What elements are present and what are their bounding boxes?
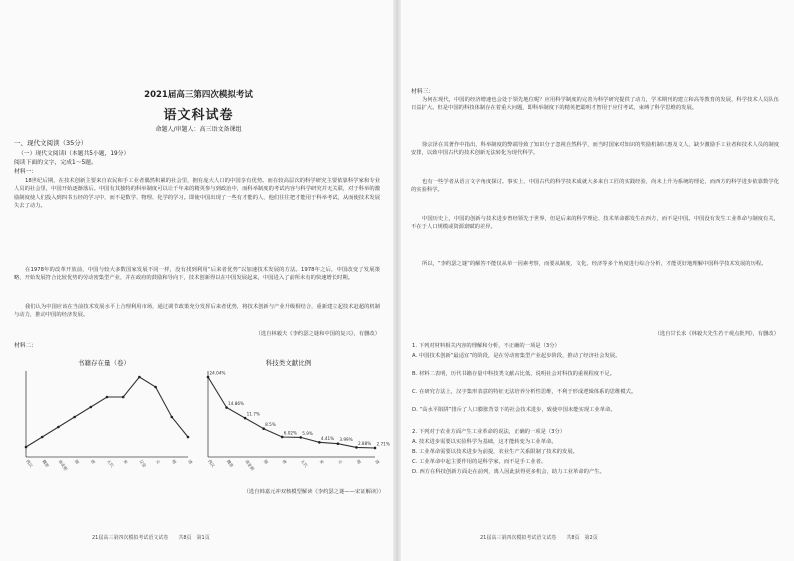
chart-1-data-label: 2.71% [376,441,390,447]
chart-0-tick-label: 隋 [73,458,81,465]
question-2-option-a: A. 技术进步需要以实验科学为基础，这才能转变为工业革命。 [412,439,557,445]
chart-1-point [318,441,321,444]
chart-1-data-label: 6.02% [283,430,298,436]
chart-0-tick-label: 清 [187,458,194,465]
material-1-source: （选自林毅夫《李约瑟之谜和中国的复兴》，有删改） [255,331,380,337]
books-stock-line-chart [14,355,194,483]
chart-1-tick-label: 隋 [262,458,270,465]
question-1-option-a: A. 中国技术创新“最适宜”的阶段，是在劳动密集型产业起步阶段，推动了经济社会发展。 [412,353,621,359]
instruction: 阅读下面的文字，完成1～5题。 [14,160,97,166]
material-2-source: （选自韩嘉元冲双核模型解读《李约瑟之谜——宋证解读》） [243,489,384,495]
material-1-label: 材料一： [14,169,38,175]
chart-1-point [207,376,210,379]
chart-0-point [138,376,141,379]
chart-1-data-label: 8.5% [265,422,276,428]
chart-0-tick-label: 两汉 [25,458,34,469]
chart-0-point [106,396,109,399]
chart-1-data-label: 11.7% [246,411,260,417]
chart-1-point [374,447,377,450]
chart-0-point [171,416,174,419]
chart-1-tick-label: 宋 [318,458,325,465]
chart-1-data-label: 2.88% [357,440,372,446]
material-3-paragraph-3: 也有一些学者从语言文字角度探讨。事实上，中国古代的科学技术成就大多来自工匠的实践经验，尚未上升为系统的理论，而西方的科学进步依靠数学化的实验科学。 [411,179,779,194]
question-2-option-c: C. 工业革命中起主要作用的是科学家，而不是手工业者。 [412,459,547,465]
chart-0-point [73,416,76,419]
material-3-paragraph-2: 徐宗泽在其著作中指出，科举制度的弊端导致了知识分子忽视自然科学，而当时国家对知识的奖励机制只惠及文人，缺少激励手工业者和技术人员的制度安排，以致中国古代的技术创新无法转化为现代科学。 [411,142,779,157]
material-3-label: 材料三： [411,89,435,95]
question-2-option-b: B. 工业革命需要以技术进步为前提，农业生产关系限制了技术的发展。 [412,449,578,455]
chart-1-point [299,436,302,439]
chart-0-point [57,426,60,429]
chart-1-data-label: 14.86% [228,401,245,407]
question-2-stem: 2. 下列对于农业方面产生工业革命的说法，正确的一项是（3分） [412,429,566,435]
chart-0-point [90,406,93,409]
chart-0-series-line [26,377,188,447]
chart-1-data-label: 5.9% [302,430,313,436]
material-3-paragraph-1: 为何在现代，中国的经济增速也会处于领先地位呢？应用科学制度的完善为科学研究提供了动力，学术期刊的建立和高等教育的发展，科学技术人员队伍日益扩大。但是中国的科技体制存在着重大问题，即科举制度下的精英把聪明才智用于应付考试，束缚了科学思维的发展。 [411,97,779,112]
chart-1-tick-label: 清 [374,458,381,465]
page-footer-right: 21届高三第四次模拟考试语文试卷 共8页 第2页 [480,535,598,541]
chart-1-data-label: 24.04% [209,370,226,376]
question-1-option-d: D. “高水平陷阱”排斥了人口膨胀背景下的社会技术进步，致使中国未能实现工业革命。 [412,407,616,413]
exam-title: 2021届高三第四次模拟考试 [144,90,253,100]
question-1-stem: 1. 下列对材料相关内容的理解和分析，不正确的一项是（3分） [412,343,560,349]
section-heading: 一、现代文阅读（35分） [14,139,88,147]
exam-meta: 命题人/审题人：高三语文备课组 [155,126,242,133]
question-1-option-c: C. 在研究方法上，汉字集形表意的特征无法培养分析性思维，不利于形成逻辑体系的思维模式。 [412,389,637,395]
chart-0-tick-label: 辽金 [138,458,148,469]
chart-0-point [187,436,190,439]
chart-0-tick-label: 唐 [89,458,97,465]
chart-1-point [244,417,247,420]
chart-0-tick-label: 魏晋 [41,458,51,469]
chart-1-tick-label: 南北朝 [244,458,256,472]
tech-literature-ratio-line-chart [196,355,390,483]
material-3-paragraph-5: 所以，“李约瑟之谜”的解答不能仅从单一因素考察，而要从制度、文化、经济等多个角度进行综合分析，才能更好地理解中国科学技术发展的历程。 [422,261,767,267]
chart-1-tick-label: 明 [355,458,362,465]
material-3-source: （选自甘长求《林毅夫先生若干观点批判》，有删改） [654,331,779,337]
chart-1-tick-label: 唐 [281,458,288,465]
question-1-option-b: B. 材料二表明，历代书籍存量中科技类文献占比低，说明社会对科技的重视程度不足。 [412,371,615,377]
chart-1-point [225,406,228,409]
right-page [397,0,794,561]
page-footer-left: 21届高三第四次模拟考试语文试卷 共8页 第1页 [92,535,210,541]
subject-title: 语文科试卷 [163,108,234,123]
chart-0-title: 书籍存在量（卷） [78,359,130,367]
chart-1-title: 科技类文献比例 [265,359,312,367]
material-3-paragraph-4: 中国历史上，中国的创新与技术进步曾经领先于世界，但是后来的科学理论、技术革命都发生在西方，而不是中国。中国没有发生工业革命与制度有关，不在于人口规模或资源禀赋的差异。 [411,216,779,231]
chart-0-point [25,446,28,449]
chart-1-tick-label: 五代 [299,458,309,469]
chart-1-tick-label: 元 [337,458,344,465]
chart-1-tick-label: 魏晋 [225,458,235,469]
chart-0-tick-label: 宋 [122,458,129,465]
question-2-option-d: D. 西方在科技创新方面走在前列，离人因此获得更多机会，助力工业革命的产生。 [412,469,605,475]
material-2-label: 材料二： [14,343,38,349]
chart-0-point [122,396,125,399]
material-1-paragraph-2: 在1978年的改革开放前，中国与较大多数国家发展不同一样，没有找到利用“后来者优势”以加速技术发展的方法。1978年之后，中国改变了发展策略，开始发展符合比较优势的劳动密集型产业，并在政府的鼓励和导向下，技术创新得以在中国发展起来，中国进入了前所未有的快速增长时期。 [14,267,380,282]
chart-0-point [41,436,44,439]
subsection-heading: （一）现代文阅读Ⅰ（本题共5小题，19分） [18,151,130,157]
chart-1-data-label: 4.41% [320,435,335,441]
material-1-paragraph-3: 我们认为中国应该在当前技术发展水平上合理利用市场，通过调节政策充分发挥后来者优势，将技术创新与产业升级相结合，重新建立起技术赶超的机制与动力，推动中国的经济发展。 [14,304,380,319]
chart-0-tick-label: 元 [154,458,162,465]
chart-0-tick-label: 南北朝 [57,458,69,472]
chart-0-point [154,386,157,389]
chart-1-point [355,446,358,449]
chart-1-point [337,442,340,445]
chart-1-data-label: 3.99% [339,437,353,443]
material-1-paragraph-1: 18世纪后期，在技术创新主要来自农民和手工业者偶然积累的社会里，拥有庞大人口的中国享有优势。而在较高层次的科学研究主要依靠科学家和专业人员的社会里，中国开始逐渐落后。中国有其独特的科举制度可以让千年来的精英参与到政治中，而科举制度的考试内容与科学研究并无关联，对于科举的激励制度使人们投入到四书五经的学习中，而不是数学、物理、化学的学习。即使中国出现了一些有才能的人，他们往往把才能用于科举考试，从而使技术发展失去了动力。 [14,178,380,210]
chart-0-tick-label: 明 [170,458,178,465]
chart-1-tick-label: 两汉 [207,458,216,469]
chart-0-tick-label: 五代 [106,458,115,469]
chart-1-point [281,436,284,439]
chart-1-point [262,427,265,430]
